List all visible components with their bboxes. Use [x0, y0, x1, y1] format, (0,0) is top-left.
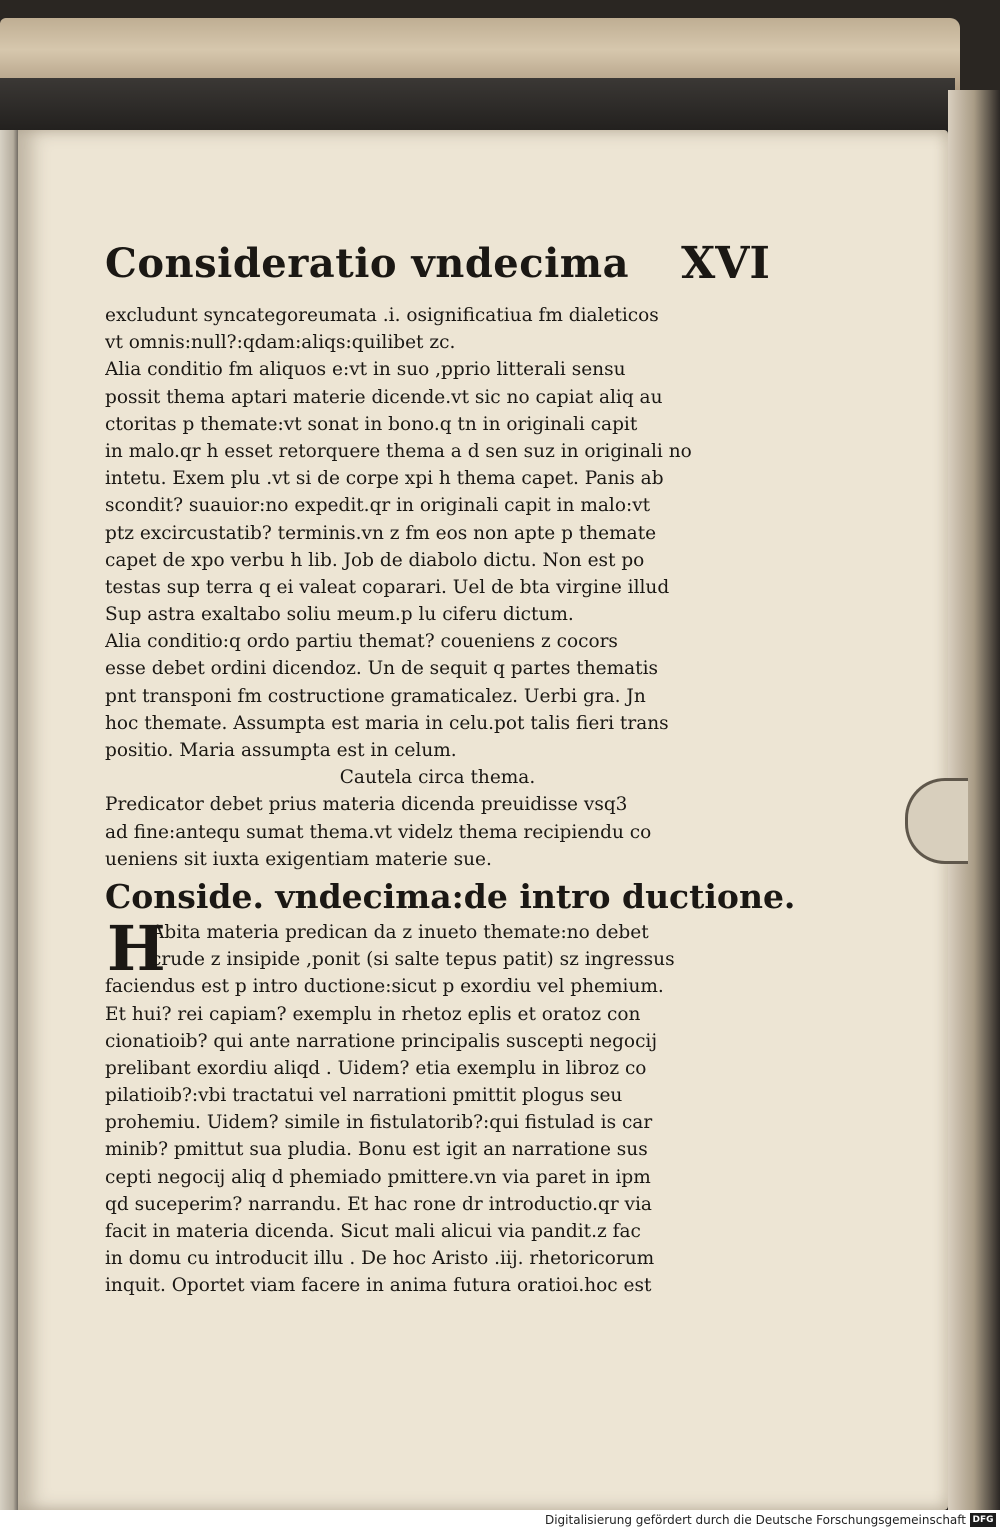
- text-line: inquit. Oportet viam facere in anima futura oratioi.hoc est: [105, 1275, 652, 1297]
- cautela-heading: Cautela circa thema.: [339, 767, 536, 789]
- text-line: ctoritas p themate:vt sonat in bono.q tn in originali capit: [105, 413, 638, 435]
- text-line: scondit? suauior:no expedit.qr in originali capit in malo:vt: [105, 495, 651, 517]
- text-line: crude z insipide ,ponit (si salte tepus patit) sz ingressus: [151, 949, 675, 971]
- paragraph-4: [105, 791, 770, 873]
- text-line: ueniens sit iuxta exigentiam materie sue.: [105, 848, 492, 870]
- paragraph-1: [105, 302, 770, 356]
- text-line: capet de xpo verbu h lib. Job de diabolo dictu. Non est po: [105, 549, 645, 571]
- text-line: ptz excircustatib? terminis.vn z fm eos non apte p themate: [105, 522, 657, 544]
- footer: [0, 1510, 1000, 1531]
- text-line: Sup astra exaltabo soliu meum.p lu ciferu dictum.: [105, 604, 574, 626]
- heading-row: [105, 240, 770, 302]
- text-line: in malo.qr h esset retorquere thema a d sen suz in originali no: [105, 440, 692, 462]
- text-line: prohemiu. Uidem? simile in fistulatorib?:qui fistulad is car: [105, 1112, 653, 1134]
- text-line: Et hui? rei capiam? exemplu in rhetoz eplis et oratoz con: [105, 1003, 641, 1025]
- book-page-stack: [0, 78, 955, 138]
- text-line: Alia conditio:q ordo partiu themat? coueniens z cocors: [105, 631, 618, 653]
- page-heading: Consideratio vndecima: [105, 240, 630, 287]
- text-line: cepti negocij aliq d phemiado pmittere.vn via paret in ipm: [105, 1166, 651, 1188]
- text-line: testas sup terra q ei valeat coparari. Uel de bta virgine illud: [105, 576, 670, 598]
- text-line: excludunt syncategoreumata .i. osignificatiua fm dialeticos: [105, 305, 659, 326]
- text-line: Abita materia predican da z inueto themate:no debet: [151, 921, 649, 943]
- text-line: vt omnis:null?:qdam:aliqs:quilibet zc.: [105, 332, 456, 354]
- text-block: [105, 238, 796, 1300]
- paragraph-5: [105, 973, 770, 1299]
- text-line: qd suceperim? narrandu. Et hac rone dr introductio.qr via: [105, 1193, 652, 1215]
- paragraph-5-opening: [105, 919, 770, 973]
- digitization-credit: Digitalisierung gefördert durch die Deutsche Forschungsgemeinschaft: [544, 1513, 966, 1527]
- paragraph-2: [105, 356, 770, 628]
- text-line: esse debet ordini dicendoz. Un de sequit q partes thematis: [105, 658, 658, 680]
- folio-number: XVI: [681, 238, 770, 289]
- text-line: positio. Maria assumpta est in celum.: [105, 740, 457, 761]
- text-line: cionatioib? qui ante narratione principalis suscepti negocij: [105, 1030, 658, 1052]
- paragraph-3: [105, 628, 770, 764]
- drop-cap-initial: H: [107, 911, 166, 985]
- text-line: ad fine:antequ sumat thema.vt videlz thema recipiendu co: [105, 821, 652, 843]
- text-line: intetu. Exem plu .vt si de corpe xpi h thema capet. Panis ab: [105, 468, 664, 490]
- text-line: facit in materia dicenda. Sicut mali alicui via pandit.z fac: [105, 1221, 641, 1242]
- text-line: possit thema aptari materie dicende.vt sic no capiat aliq au: [105, 386, 663, 408]
- text-line: in domu cu introducit illu . De hoc Aristo .iij. rhetoricorum: [105, 1248, 655, 1270]
- text-line: prelibant exordiu aliqd . Uidem? etia exemplu in libroz co: [105, 1057, 647, 1079]
- text-line: faciendus est p intro ductione:sicut p exordiu vel phemium.: [105, 976, 664, 998]
- section-subheading: Conside. vndecima:de intro ductione.: [105, 876, 796, 916]
- drop-cap-paragraph: [105, 911, 770, 985]
- dfg-logo: DFG: [970, 1513, 996, 1527]
- text-line: pnt transponi fm costructione gramaticalez. Uerbi gra. Jn: [105, 685, 646, 707]
- text-line: Predicator debet prius materia dicenda preuidisse vsq3: [105, 794, 628, 816]
- text-line: minib? pmittut sua pludia. Bonu est igit an narratione sus: [105, 1139, 648, 1161]
- text-line: pilatioib?:vbi tractatui vel narrationi pmittit plogus seu: [105, 1085, 623, 1107]
- text-line: Alia conditio fm aliquos e:vt in suo ,pprio litterali sensu: [105, 359, 626, 381]
- text-line: hoc themate. Assumpta est maria in celu.pot talis fieri trans: [105, 712, 669, 734]
